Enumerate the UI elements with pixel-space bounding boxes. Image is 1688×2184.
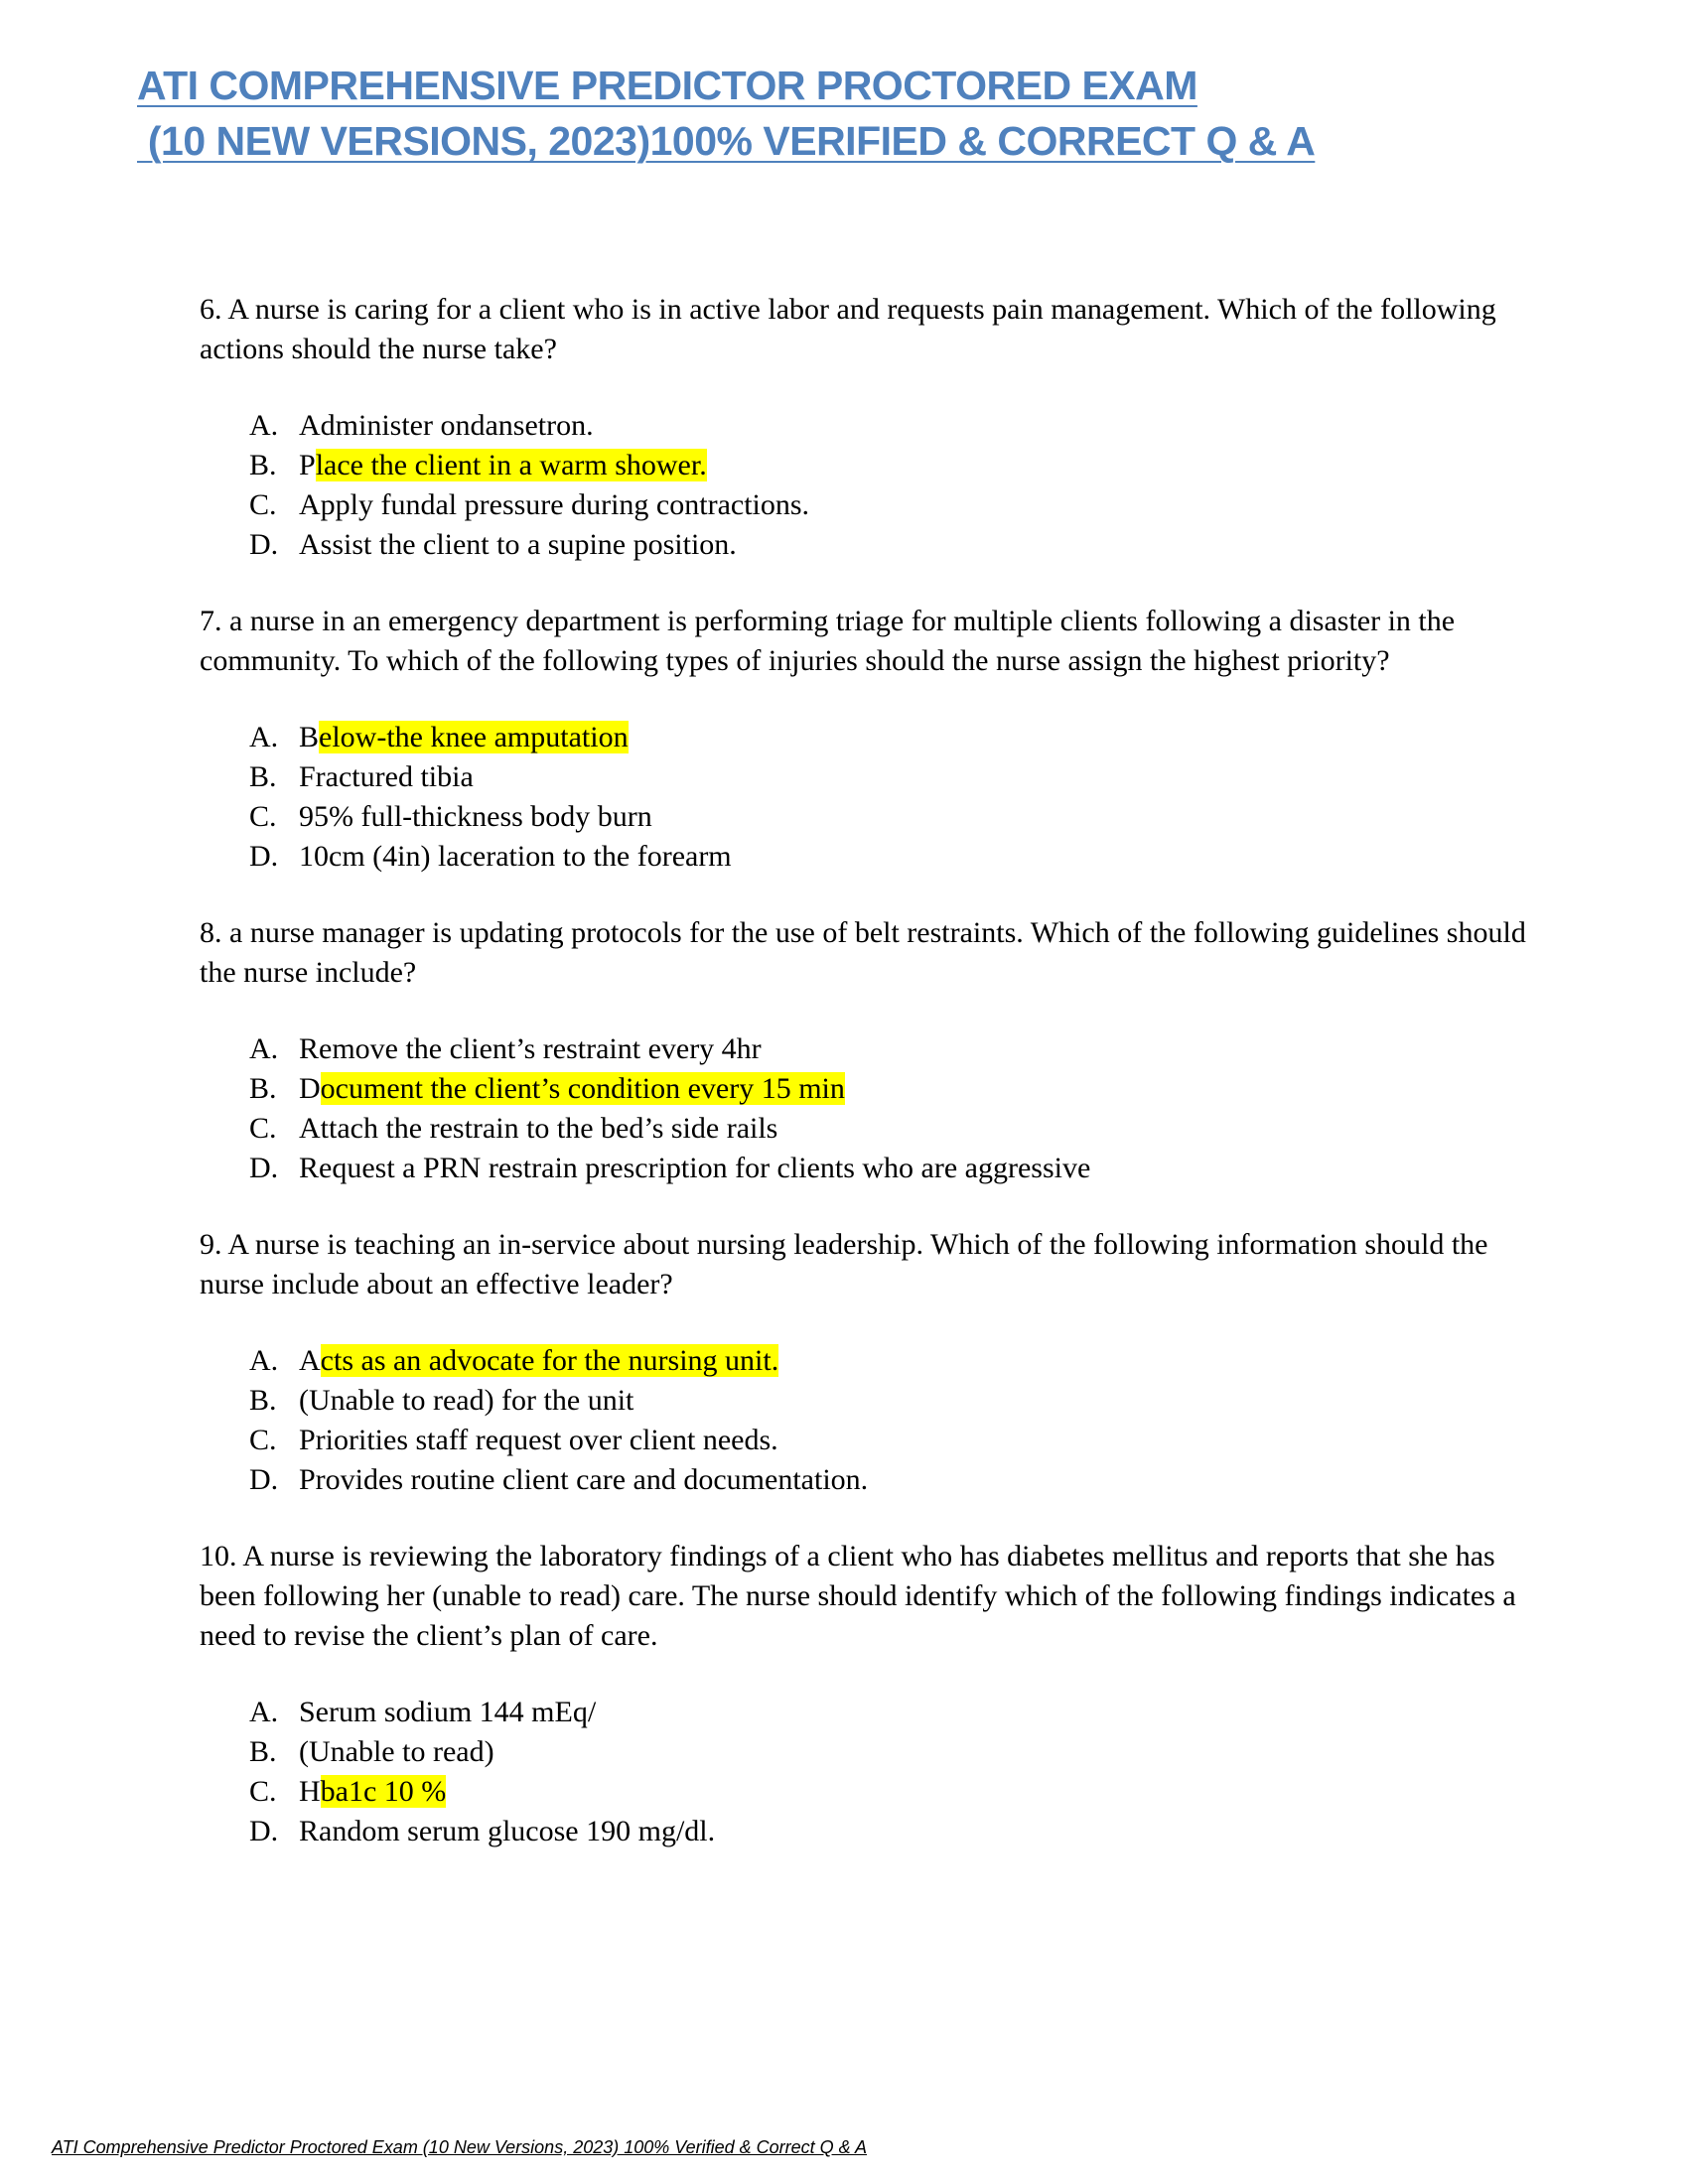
option-text-plain: 10cm (4in) laceration to the forearm (299, 840, 732, 873)
option-text-plain: Assist the client to a supine position. (299, 528, 737, 561)
option-a (249, 1693, 1530, 1732)
option-text (299, 1772, 446, 1812)
option-d (249, 1460, 1530, 1500)
option-text-plain: Fractured tibia (299, 760, 474, 793)
answer-options (200, 1693, 1530, 1851)
option-text (299, 446, 707, 485)
option-text-plain: H (299, 1775, 321, 1808)
option-text (299, 1109, 777, 1149)
answer-options (200, 1341, 1530, 1500)
document-title (137, 58, 1597, 169)
option-text-plain: Apply fundal pressure during contractions. (299, 488, 810, 521)
option-b (249, 1732, 1530, 1772)
option-text (299, 1069, 845, 1109)
option-text-highlighted: lace the client in a warm shower. (315, 449, 707, 481)
option-d (249, 1149, 1530, 1188)
option-letter: A. (249, 1344, 279, 1377)
option-letter: C. (249, 800, 277, 833)
question-6 (200, 290, 1530, 565)
question-9 (200, 1225, 1530, 1500)
option-b (249, 757, 1530, 797)
option-text-plain: 95% full-thickness body burn (299, 800, 652, 833)
option-text (299, 1341, 778, 1381)
option-text-plain: Provides routine client care and documentation. (299, 1463, 869, 1496)
option-text-plain: A (299, 1344, 321, 1377)
option-text (299, 797, 652, 837)
option-text-highlighted: ba1c 10 % (320, 1775, 447, 1808)
option-text (299, 757, 474, 797)
option-text-plain: P (299, 449, 316, 481)
option-letter: B. (249, 1735, 277, 1768)
page-footer: ATI Comprehensive Predictor Proctored Exam (10 New Versions, 2023) 100% Verified & Correct Q & A (52, 2137, 868, 2157)
option-d (249, 837, 1530, 877)
question-8 (200, 913, 1530, 1188)
option-text-plain: Request a PRN restrain prescription for clients who are aggressive (299, 1152, 1091, 1184)
option-text-highlighted: ocument the client’s condition every 15 min (320, 1072, 845, 1105)
option-text (299, 406, 594, 446)
question-7 (200, 602, 1530, 877)
option-b (249, 1381, 1530, 1421)
option-text (299, 1693, 596, 1732)
option-text (299, 1149, 1090, 1188)
option-letter: D. (249, 1463, 279, 1496)
option-a (249, 718, 1530, 757)
option-c (249, 485, 1530, 525)
option-text-plain: Priorities staff request over client needs. (299, 1424, 778, 1456)
option-text-plain: Administer ondansetron. (299, 409, 594, 442)
option-letter: D. (249, 1152, 279, 1184)
option-letter: C. (249, 1112, 277, 1145)
option-text (299, 525, 737, 565)
option-text (299, 1812, 715, 1851)
question-text: 7. a nurse in an emergency department is performing triage for multiple clients following a disaster in the community. To which of the following types of injuries should the nurse assign the highest priority? (200, 605, 1456, 677)
option-c (249, 797, 1530, 837)
option-b (249, 446, 1530, 485)
option-text (299, 1029, 762, 1069)
option-text-plain: (Unable to read) for the unit (299, 1384, 634, 1417)
option-letter: A. (249, 1696, 279, 1728)
option-text-plain: B (299, 721, 320, 753)
option-text-plain: Random serum glucose 190 mg/dl. (299, 1815, 716, 1847)
option-text (299, 718, 629, 757)
option-text (299, 485, 809, 525)
question-10 (200, 1537, 1530, 1851)
question-list (200, 290, 1530, 1888)
option-text-plain: Attach the restrain to the bed’s side rails (299, 1112, 778, 1145)
question-text: 6. A nurse is caring for a client who is in active labor and requests pain management. Which of the following actions should the nurse take? (200, 293, 1496, 365)
option-letter: D. (249, 840, 279, 873)
option-d (249, 1812, 1530, 1851)
option-c (249, 1421, 1530, 1460)
answer-options (200, 1029, 1530, 1188)
option-d (249, 525, 1530, 565)
option-a (249, 1341, 1530, 1381)
option-letter: B. (249, 1072, 277, 1105)
option-text (299, 837, 732, 877)
option-text-highlighted: cts as an advocate for the nursing unit. (320, 1344, 779, 1377)
option-b (249, 1069, 1530, 1109)
title-line-1: ATI COMPREHENSIVE PREDICTOR PROCTORED EXAM (137, 63, 1197, 108)
option-letter: C. (249, 488, 277, 521)
option-text (299, 1732, 494, 1772)
option-letter: B. (249, 760, 277, 793)
option-text-plain: D (299, 1072, 321, 1105)
option-letter: C. (249, 1775, 277, 1808)
option-letter: A. (249, 409, 279, 442)
option-letter: A. (249, 1032, 279, 1065)
answer-options (200, 718, 1530, 877)
option-text-plain: (Unable to read) (299, 1735, 494, 1768)
option-a (249, 1029, 1530, 1069)
option-text-plain: Serum sodium 144 mEq/ (299, 1696, 597, 1728)
option-letter: D. (249, 528, 279, 561)
option-c (249, 1109, 1530, 1149)
option-letter: A. (249, 721, 279, 753)
option-a (249, 406, 1530, 446)
question-text: 10. A nurse is reviewing the laboratory findings of a client who has diabetes mellitus and reports that she has been following her (unable to read) care. The nurse should identify which of the following findings indicates a need to revise the client’s plan of care. (200, 1540, 1516, 1652)
option-letter: D. (249, 1815, 279, 1847)
option-text (299, 1421, 778, 1460)
title-line-2: (10 NEW VERSIONS, 2023)100% VERIFIED & CORRECT Q & A (137, 118, 1316, 164)
answer-options (200, 406, 1530, 565)
question-text: 9. A nurse is teaching an in-service about nursing leadership. Which of the following information should the nurse include about an effective leader? (200, 1228, 1488, 1300)
option-letter: B. (249, 1384, 277, 1417)
option-text-highlighted: elow-the knee amputation (319, 721, 629, 753)
option-c (249, 1772, 1530, 1812)
question-text: 8. a nurse manager is updating protocols for the use of belt restraints. Which of the following guidelines should the nurse include? (200, 916, 1526, 989)
option-text (299, 1381, 633, 1421)
option-letter: C. (249, 1424, 277, 1456)
option-text-plain: Remove the client’s restraint every 4hr (299, 1032, 762, 1065)
option-letter: B. (249, 449, 277, 481)
option-text (299, 1460, 868, 1500)
